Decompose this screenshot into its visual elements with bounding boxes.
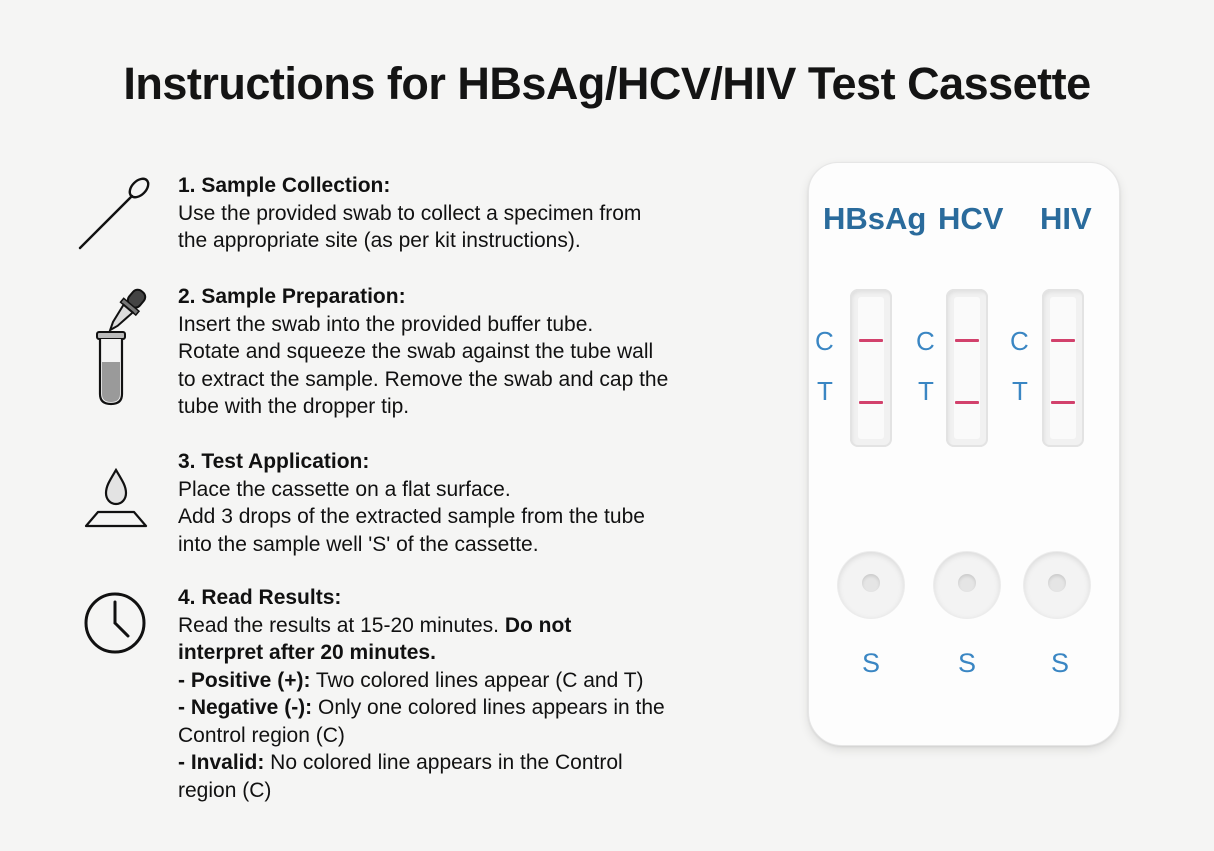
step-text: Add 3 drops of the extracted sample from the tube bbox=[178, 505, 645, 528]
test-line bbox=[955, 401, 979, 404]
step-text: the appropriate site (as per kit instructions). bbox=[178, 229, 581, 252]
control-letter: C bbox=[815, 326, 834, 356]
step-text bbox=[178, 639, 758, 667]
well-hole bbox=[862, 574, 880, 592]
test-line bbox=[859, 401, 883, 404]
test-strip bbox=[954, 297, 980, 439]
result-text-cont: Control region (C) bbox=[178, 723, 345, 747]
result-text: Only one colored lines appears in the bbox=[312, 696, 665, 719]
step-text: tube with the dropper tip. bbox=[178, 395, 410, 418]
sample-letter: S bbox=[862, 648, 881, 678]
dropper-tube-icon bbox=[92, 286, 154, 408]
step-heading: 1. Sample Collection: bbox=[178, 174, 391, 197]
step-text: Use the provided swab to collect a specimen from bbox=[178, 201, 642, 225]
step-text-normal: Read the results at 15-20 minutes. bbox=[178, 613, 505, 637]
well-hole bbox=[958, 574, 976, 592]
test-letter: T bbox=[918, 376, 934, 406]
result-label: - Positive (+): bbox=[178, 668, 311, 692]
step-text: into the sample well 'S' of the cassette. bbox=[178, 532, 539, 556]
control-letter: C bbox=[916, 326, 935, 356]
result-text: Two colored lines appear (C and T) bbox=[310, 668, 644, 692]
warning-text: interpret after 20 minutes. bbox=[178, 641, 436, 664]
sample-well-hiv bbox=[1024, 552, 1090, 618]
label-hbsag: HBsAg bbox=[823, 201, 927, 236]
result-label: - Negative (-): bbox=[178, 696, 313, 719]
result-window-hcv bbox=[946, 289, 988, 447]
result-text-cont: region (C) bbox=[178, 778, 272, 802]
test-strip bbox=[1050, 297, 1076, 439]
sample-well-hcv bbox=[934, 552, 1000, 618]
control-line bbox=[859, 339, 883, 342]
drop-on-surface-icon bbox=[78, 464, 154, 530]
clock-icon bbox=[80, 588, 150, 658]
result-positive bbox=[178, 667, 758, 695]
swab-icon bbox=[74, 172, 156, 254]
sample-letter: S bbox=[1051, 648, 1070, 678]
step-heading: 4. Read Results: bbox=[178, 586, 342, 609]
sample-well-hbsag bbox=[838, 552, 904, 618]
test-letter: T bbox=[817, 376, 833, 406]
result-window-hbsag bbox=[850, 289, 892, 447]
page-title: Instructions for HBsAg/HCV/HIV Test Cassette bbox=[123, 58, 1091, 109]
test-line bbox=[1051, 401, 1075, 404]
sample-letter: S bbox=[958, 648, 977, 678]
step-text bbox=[178, 612, 758, 640]
label-hcv: HCV bbox=[938, 201, 1004, 236]
step-sample-preparation bbox=[178, 283, 758, 421]
result-text: No colored line appears in the Control bbox=[264, 751, 623, 774]
well-hole bbox=[1048, 574, 1066, 592]
step-sample-collection bbox=[178, 172, 758, 255]
step-text: Place the cassette on a flat surface. bbox=[178, 477, 511, 501]
result-window-hiv bbox=[1042, 289, 1084, 447]
step-heading: 3. Test Application: bbox=[178, 450, 370, 473]
test-strip bbox=[858, 297, 884, 439]
warning-text: Do not bbox=[504, 613, 572, 637]
step-text: Rotate and squeeze the swab against the tube wall bbox=[178, 340, 654, 363]
step-text: Insert the swab into the provided buffer tube. bbox=[178, 312, 594, 336]
test-letter: T bbox=[1012, 376, 1028, 406]
step-read-results bbox=[178, 584, 758, 804]
control-letter: C bbox=[1010, 326, 1029, 356]
step-text: to extract the sample. Remove the swab and cap the bbox=[178, 367, 669, 391]
result-label: - Invalid: bbox=[178, 751, 265, 774]
control-line bbox=[1051, 339, 1075, 342]
label-hiv: HIV bbox=[1040, 201, 1092, 236]
step-test-application bbox=[178, 448, 758, 558]
result-invalid bbox=[178, 749, 758, 777]
control-line bbox=[955, 339, 979, 342]
result-negative bbox=[178, 694, 758, 722]
step-heading: 2. Sample Preparation: bbox=[178, 285, 406, 308]
